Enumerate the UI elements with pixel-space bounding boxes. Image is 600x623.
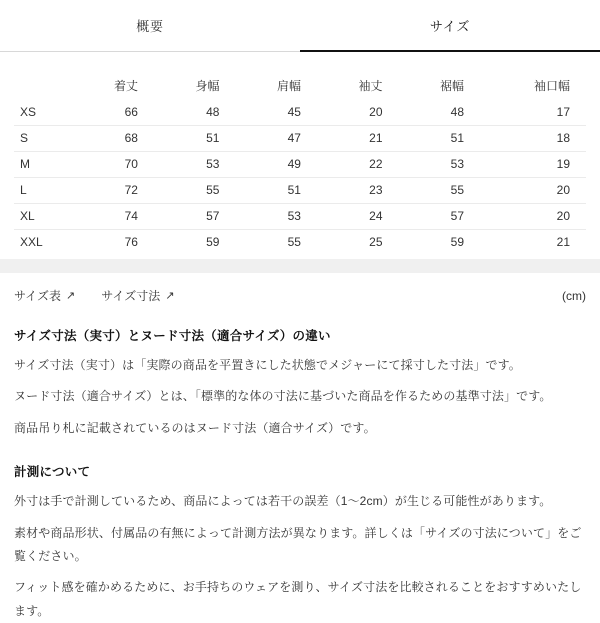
cell-l-chest: 55	[154, 178, 236, 204]
cell-xl-sleeve: 24	[317, 204, 399, 230]
unit-label: (cm)	[562, 288, 586, 303]
cell-m-cuff: 19	[480, 152, 586, 178]
column-header-shoulder: 肩幅	[276, 79, 301, 93]
paragraph-fit-advice: フィット感を確かめるために、お手持ちのウェアを測り、サイズ寸法を比較されることをおすすめいたします。	[14, 580, 582, 618]
cell-l-shoulder: 51	[235, 178, 317, 204]
cell-xs-shoulder: 45	[235, 100, 317, 126]
size-chart-link[interactable]	[14, 287, 75, 304]
cell-s-length: 68	[72, 126, 154, 152]
cell-m-chest: 53	[154, 152, 236, 178]
cell-xs-cuff: 17	[480, 100, 586, 126]
table-row	[14, 100, 586, 126]
paragraph-nude-measurement: ヌード寸法（適合サイズ）とは、「標準的な体の寸法に基づいた商品を作るための基準寸法」です。	[14, 389, 552, 404]
links-row	[0, 273, 600, 304]
table-row	[14, 204, 586, 230]
cell-m-hem: 53	[399, 152, 481, 178]
cell-xl-shoulder: 53	[235, 204, 317, 230]
external-link-icon: ↗	[66, 290, 76, 302]
cell-xxl-shoulder: 55	[287, 235, 301, 249]
column-header-hem: 裾幅	[440, 79, 465, 93]
tab-overview-label: 概要	[136, 19, 164, 34]
cell-s-hem: 51	[399, 126, 481, 152]
cell-xxl-hem: 59	[450, 235, 465, 249]
size-table-body	[14, 100, 586, 255]
size-chart-link-label: サイズ表	[14, 289, 62, 303]
cell-xs-chest: 48	[154, 100, 236, 126]
paragraph-actual-measurement: サイズ寸法（実寸）は「実際の商品を平置きにした状態でメジャーにて採寸した寸法」です。	[14, 358, 521, 372]
table-row	[14, 230, 586, 256]
tab-overview[interactable]	[0, 0, 300, 52]
section-title-about-measuring: 計測について	[14, 465, 91, 480]
cell-xl-hem: 57	[399, 204, 481, 230]
size-table-head	[14, 52, 586, 100]
cell-xxl-length: 76	[124, 235, 138, 249]
table-row	[14, 152, 586, 178]
size-table	[14, 52, 586, 255]
cell-m-length: 70	[72, 152, 154, 178]
column-header-sleeve: 袖丈	[358, 79, 383, 93]
row-label-s: S	[14, 126, 72, 152]
column-header-size	[14, 52, 72, 100]
column-header-chest: 身幅	[195, 79, 220, 93]
row-label-m: M	[14, 152, 72, 178]
size-table-container	[0, 52, 600, 255]
cell-xl-length: 74	[72, 204, 154, 230]
row-label-xl: XL	[14, 204, 72, 230]
cell-s-shoulder: 47	[235, 126, 317, 152]
column-header-cuff: 袖口幅	[533, 79, 570, 93]
table-row	[14, 178, 586, 204]
size-measurements-link-label: サイズ寸法	[101, 289, 161, 303]
scroll-indicator-bar[interactable]	[0, 259, 600, 273]
size-measurements-link[interactable]	[101, 287, 174, 304]
cell-xxl-cuff: 21	[556, 235, 570, 249]
tab-size-label: サイズ	[429, 18, 471, 34]
external-link-icon: ↗	[165, 290, 175, 302]
cell-l-sleeve: 23	[317, 178, 399, 204]
section-title-measurement-difference: サイズ寸法（実寸）とヌード寸法（適合サイズ）の違い	[14, 329, 331, 343]
cell-l-cuff: 20	[480, 178, 586, 204]
paragraph-hangtag-note: 商品吊り札に記載されているのはヌード寸法（適合サイズ）です。	[14, 420, 376, 435]
paragraph-method-varies: 素材や商品形状、付属品の有無によって計測方法が異なります。詳しくは「サイズの寸法について」をご覧ください。	[14, 525, 582, 563]
table-row	[14, 126, 586, 152]
cell-xxl-sleeve: 25	[369, 235, 383, 249]
cell-xl-chest: 57	[154, 204, 236, 230]
row-label-l: L	[14, 178, 72, 204]
cell-xl-cuff: 20	[480, 204, 586, 230]
row-label-xxl: XXL	[20, 235, 43, 249]
tab-size[interactable]	[300, 0, 600, 52]
paragraph-tolerance: 外寸は手で計測しているため、商品によっては若干の誤差（1〜2cm）が生じる可能性があります。	[14, 494, 552, 509]
cell-s-chest: 51	[154, 126, 236, 152]
cell-m-shoulder: 49	[235, 152, 317, 178]
column-header-length: 着丈	[113, 79, 138, 93]
tab-bar	[0, 0, 600, 52]
cell-xs-sleeve: 20	[317, 100, 399, 126]
cell-xs-hem: 48	[399, 100, 481, 126]
cell-xxl-chest: 59	[206, 235, 220, 249]
cell-s-sleeve: 21	[317, 126, 399, 152]
cell-m-sleeve: 22	[317, 152, 399, 178]
cell-l-length: 72	[72, 178, 154, 204]
size-notes	[0, 326, 600, 623]
table-header-row	[14, 52, 586, 100]
cell-xs-length: 66	[72, 100, 154, 126]
row-label-xs: XS	[14, 100, 72, 126]
cell-l-hem: 55	[399, 178, 481, 204]
cell-s-cuff: 18	[480, 126, 586, 152]
